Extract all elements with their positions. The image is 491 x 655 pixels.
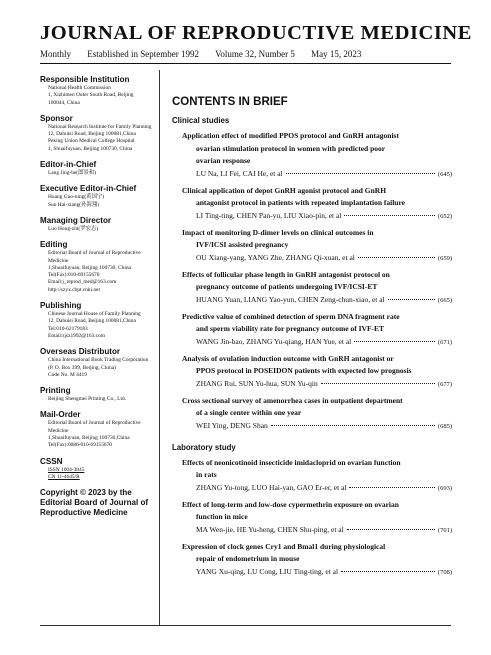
- page-number: (701): [437, 526, 452, 534]
- sidebar-line: http://szyx.cbpt.cnki.net: [48, 286, 100, 293]
- dot-leader: [341, 571, 435, 572]
- journal-title: JOURNAL OF REPRODUCTIVE MEDICINE: [40, 22, 472, 44]
- article-title-line: IVF/ICSI assisted pregnancy: [196, 240, 289, 249]
- frequency: Monthly: [40, 49, 72, 59]
- dot-leader: [358, 257, 435, 258]
- article-title-line: Effects of follicular phase length in GnRH antagonist protocol on: [182, 269, 390, 279]
- article-entry[interactable]: [182, 311, 452, 350]
- dot-leader: [344, 215, 435, 216]
- dot-leader: [347, 529, 435, 530]
- sidebar-line: Tel:010-62179183: [48, 325, 88, 332]
- dot-leader: [271, 425, 435, 426]
- dot-leader: [349, 487, 434, 488]
- dot-leader: [354, 341, 435, 342]
- article-authors: ZHANG Rui, SUN Yu-hua, SUN Yu-qin: [196, 378, 318, 388]
- article-entry[interactable]: [182, 541, 452, 580]
- sidebar-section-lines: [40, 124, 158, 153]
- sidebar-line: Beijing Shengmei Printing Co., Ltd.: [48, 396, 127, 403]
- article-title-line: PPOS protocol in POSEIDON patients with expected low prognosis: [196, 366, 412, 375]
- sidebar-line: Chinese Journal House of Family Planning: [48, 311, 141, 318]
- sidebar-section-heading: Editing: [40, 240, 68, 250]
- article-entry[interactable]: [182, 130, 452, 181]
- page-number: (671): [437, 338, 452, 346]
- article-title-line: antagonist protocol in patients with repeated implantation failure: [196, 198, 405, 207]
- sidebar-section-lines: [40, 226, 158, 233]
- article-authors: HUANG Yuan, LIANG Yao-yun, CHEN Zeng-chun-xiao, et al: [196, 294, 385, 304]
- article-authors: WEI Ying, DENG Shan: [196, 420, 268, 430]
- sidebar-line: National Health Commission: [48, 85, 111, 91]
- sidebar-section-heading: Overseas Distributor: [40, 347, 121, 357]
- article-entry[interactable]: [182, 269, 452, 308]
- sidebar-line: Sun Hai-xiang(孙海翔): [48, 201, 100, 208]
- article-entry[interactable]: [182, 499, 452, 538]
- sidebar-section-heading: Publishing: [40, 301, 82, 311]
- article-title-line: ovarian response: [196, 156, 251, 165]
- sidebar-section-lines: [40, 170, 158, 177]
- sidebar-section-lines: [40, 396, 158, 403]
- contents-heading: CONTENTS IN BRIEF: [172, 96, 288, 108]
- sidebar-section-heading: Mail-Order: [40, 410, 81, 420]
- sidebar-section-heading: Sponsor: [40, 113, 73, 123]
- sidebar-section-heading: Managing Director: [40, 215, 112, 225]
- page-number: (652): [437, 212, 452, 220]
- article-title-line: Clinical application of depot GnRH agonist protocol and GnRH: [182, 185, 387, 195]
- dot-leader: [321, 383, 435, 384]
- volume: Volume 32, Number 5: [215, 49, 295, 59]
- page-number: (659): [437, 254, 452, 262]
- article-title: [182, 130, 452, 168]
- category-heading: Laboratory study: [172, 442, 236, 452]
- sidebar-line: 1,Shuaifuyuan, Beijing 100730, China: [48, 264, 131, 271]
- masthead-sidebar: [40, 75, 158, 518]
- article-title: [182, 457, 452, 482]
- dot-leader: [388, 299, 435, 300]
- article-byline: [182, 566, 452, 580]
- article-authors: MA Wen-jie, HE Yu-heng, CHEN Shu-ping, et al: [196, 524, 344, 534]
- article-entry[interactable]: [182, 353, 452, 392]
- sidebar-section-lines: [40, 467, 158, 482]
- issue-date: May 15, 2023: [311, 49, 362, 59]
- column-divider: [159, 70, 160, 625]
- article-byline: [182, 420, 452, 434]
- sidebar-line: Code No. M 4419: [48, 371, 87, 378]
- sidebar-section-heading: Printing: [40, 386, 71, 396]
- sidebar-section-lines: [40, 311, 158, 340]
- article-byline: [182, 252, 452, 266]
- sidebar-line: Tel(Fax):0086-010-69155670: [48, 442, 112, 449]
- article-title: [182, 311, 452, 336]
- sidebar-line: CN 11-4645/R: [48, 473, 80, 480]
- page-number: (677): [437, 380, 452, 388]
- article-title-line: function in mice: [196, 512, 248, 521]
- article-byline: [182, 378, 452, 392]
- copyright-notice: Copyright © 2023 by the Editorial Board of Journal of Reproductive Medicine: [40, 488, 149, 518]
- sidebar-section-lines: [40, 357, 158, 379]
- article-title: [182, 541, 452, 566]
- article-byline: [182, 524, 452, 538]
- established: Established in September 1992: [87, 49, 199, 59]
- article-title-line: repair of endometrium in mouse: [196, 554, 300, 563]
- article-title: [182, 227, 452, 252]
- article-byline: [182, 482, 452, 496]
- sidebar-section: [40, 184, 158, 209]
- sidebar-line: 12, Dahuisi Road, Beijing 100081,China: [48, 131, 136, 138]
- page-number: (693): [437, 484, 452, 492]
- journal-meta: [40, 49, 375, 59]
- sidebar-section: [40, 114, 158, 153]
- sidebar-line: ISSN 1004-3845: [48, 466, 85, 473]
- sidebar-section-heading: Editor-in-Chief: [40, 160, 97, 170]
- sidebar-section: [40, 160, 158, 177]
- sidebar-line: 1,Shuaifuyuan, Beijing 100730,China: [48, 435, 130, 442]
- article-authors: OU Xiang-yang, YANG Zhe, ZHANG Qi-xuan, et al: [196, 252, 355, 262]
- article-authors: ZHANG Yu-tong, LUO Hai-yan, GAO Er-er, et al: [196, 482, 347, 492]
- sidebar-line: Huang Guo-ning(黄国宁): [48, 194, 105, 201]
- sidebar-section: [40, 410, 158, 449]
- article-entry[interactable]: [182, 457, 452, 496]
- sidebar-line: Editorial Board of Journal of Reproductive Medicine: [48, 420, 141, 434]
- sidebar-section-heading: Executive Editor-in-Chief: [40, 184, 137, 194]
- bottom-rule: [40, 625, 451, 626]
- sidebar-section: [40, 457, 158, 482]
- sidebar-section-lines: [40, 250, 158, 294]
- top-rule: [40, 63, 451, 64]
- article-title-line: Cross sectional survey of amenorrhea cases in outpatient department: [182, 395, 403, 405]
- article-entry[interactable]: [182, 395, 452, 434]
- article-title-line: Predictive value of combined detection of sperm DNA fragment rate: [182, 311, 400, 321]
- sidebar-line: Lang Jing-he(郎景和): [48, 170, 97, 177]
- sidebar-line: China International Book Trading Corporation: [48, 357, 149, 364]
- article-title-line: Expression of clock genes Cry1 and Bmal1 during physiological: [182, 541, 386, 551]
- article-title-line: Effects of neonicotinoid insecticide imidacloprid on ovarian function: [182, 457, 401, 467]
- article-title-line: pregnancy outcome of patients undergoing IVF/ICSI-ET: [196, 282, 378, 291]
- contents-panel: [172, 96, 452, 583]
- sidebar-line: Email:sjsz1992@163.com: [48, 332, 105, 339]
- dot-leader: [286, 173, 435, 174]
- sidebar-line: 1, Shuaifuyuan, Beijing 100730, China: [48, 145, 133, 152]
- article-title-line: Effect of long-term and low-dose cypermethrin exposure on ovarian: [182, 499, 399, 509]
- article-title-line: Impact of monitoring D-dimer levels on clinical outcomes in: [182, 227, 374, 237]
- article-title: [182, 269, 452, 294]
- article-byline: [182, 210, 452, 224]
- sidebar-section: [40, 301, 158, 340]
- article-title: [182, 185, 452, 210]
- sidebar-line: Tel(Fax):010-69155670: [48, 272, 100, 279]
- page-number: (645): [437, 170, 452, 178]
- article-title: [182, 395, 452, 420]
- sidebar-section-heading: CSSN: [40, 456, 63, 466]
- sidebar-section: [40, 386, 158, 403]
- article-authors: LU Na, LI Fei, CAI He, et al: [196, 168, 283, 178]
- sidebar-section: [40, 216, 158, 233]
- article-byline: [182, 336, 452, 350]
- sidebar-line: 12, Dahuisi Road, Beijing 100081,China: [48, 318, 136, 325]
- sidebar-line: 1, Xizhimen Outer South Road, Beijing: [48, 92, 134, 99]
- page-number: (665): [437, 296, 452, 304]
- article-title-line: of a single center within one year: [196, 408, 302, 417]
- article-title: [182, 353, 452, 378]
- sidebar-line: Luo Hong-zhi(罗宏志): [48, 225, 99, 232]
- article-authors: WANG Jin-bao, ZHANG Yu-qiang, HAN Yue, et al: [196, 336, 352, 346]
- article-title: [182, 499, 452, 524]
- sidebar-line: Peking Union Medical College Hospital: [48, 138, 135, 145]
- sidebar-line: Editorial Board of Journal of Reproductive Medicine: [48, 250, 141, 264]
- sidebar-section: [40, 240, 158, 294]
- sidebar-line: Email:j_reprod_med@163.com: [48, 279, 117, 286]
- category-heading: Clinical studies: [172, 116, 230, 125]
- page-number: (708): [437, 568, 452, 576]
- article-title-line: ovarian stimulation protocol in women with predicted poor: [196, 143, 386, 153]
- article-authors: LI Ting-ting, CHEN Pan-yu, LIU Xiao-pin, et al: [196, 210, 342, 220]
- article-byline: [182, 294, 452, 308]
- article-title-line: and sperm viability rate for pregnancy outcome of IVF-ET: [196, 324, 385, 333]
- article-entry[interactable]: [182, 227, 452, 266]
- sidebar-section-lines: [40, 194, 158, 209]
- article-authors: YANG Xu-qing, LU Cong, LIU Ting-ting, et al: [196, 566, 339, 576]
- page-number: (685): [437, 422, 452, 430]
- sidebar-line: (P. O. Box 399, Beijing, China): [48, 364, 116, 371]
- article-entry[interactable]: [182, 185, 452, 224]
- sidebar-section: [40, 75, 158, 107]
- article-title-line: in rats: [196, 470, 217, 479]
- sidebar-section-lines: [40, 85, 158, 107]
- sidebar-section: [40, 347, 158, 379]
- sidebar-section-heading: Responsible Institution: [40, 75, 130, 84]
- sidebar-section-lines: [40, 420, 158, 449]
- sidebar-line: National Research Institute for Family Planning: [48, 123, 152, 130]
- article-title-line: Analysis of ovulation induction outcome with GnRH antagonist or: [182, 353, 394, 363]
- article-byline: [182, 168, 452, 182]
- sidebar-line: 100044, China: [48, 99, 80, 106]
- article-title-line: Application effect of modified PPOS protocol and GnRH antagonist: [182, 131, 399, 140]
